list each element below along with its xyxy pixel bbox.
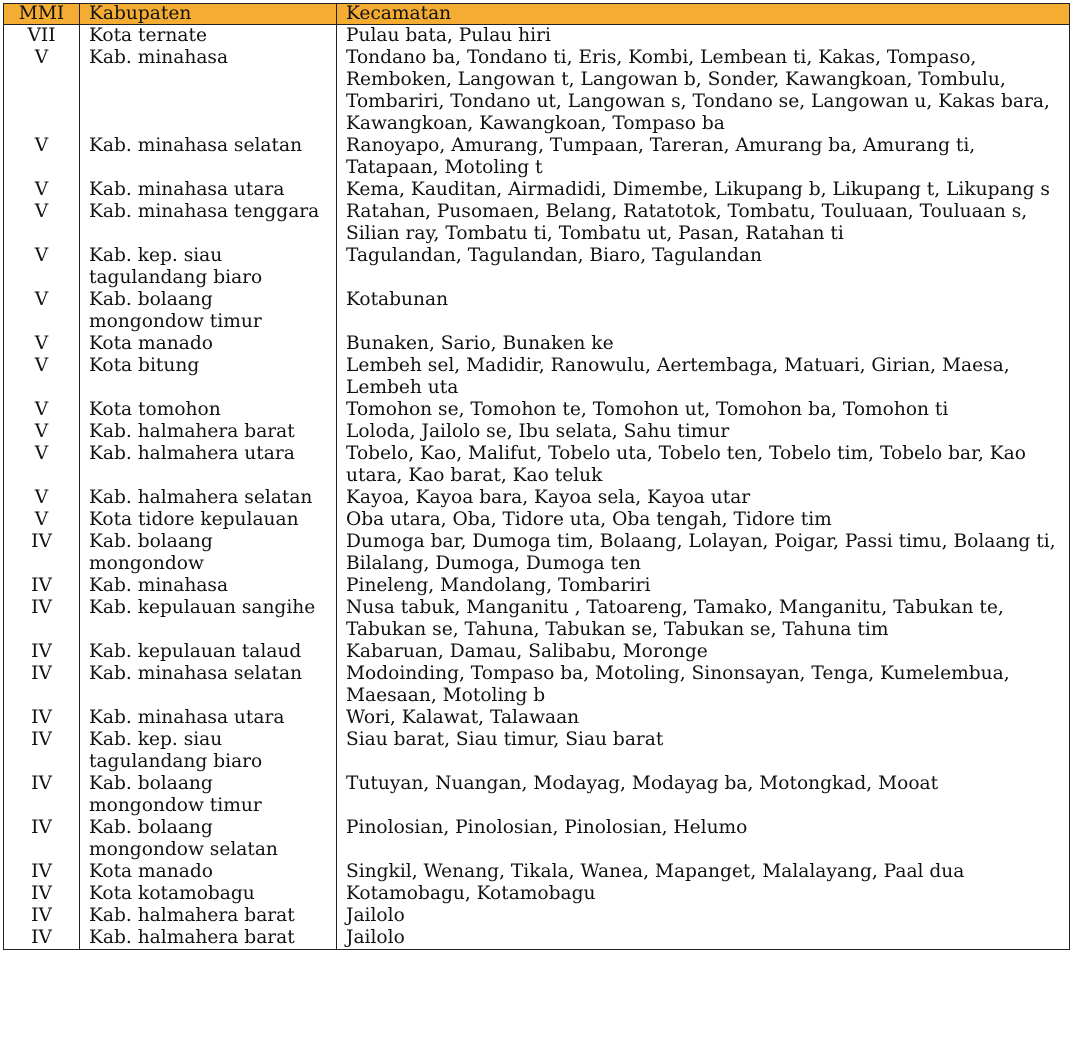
table-row bbox=[4, 663, 1070, 707]
kecamatan-cell: Tagulandan, Tagulandan, Biaro, Tagulandan bbox=[337, 245, 1070, 289]
table-row bbox=[4, 861, 1070, 883]
header-mmi: MMI bbox=[4, 4, 80, 25]
kabupaten-cell: Kota tomohon bbox=[80, 399, 337, 421]
kecamatan-cell: Kabaruan, Damau, Salibabu, Moronge bbox=[337, 641, 1070, 663]
table-header-row bbox=[4, 4, 1070, 25]
table-row bbox=[4, 883, 1070, 905]
table-row bbox=[4, 25, 1070, 48]
kabupaten-cell: Kab. minahasa bbox=[80, 47, 337, 135]
table-row bbox=[4, 597, 1070, 641]
kabupaten-cell: Kab. kepulauan talaud bbox=[80, 641, 337, 663]
kabupaten-cell: Kab. kep. siau tagulandang biaro bbox=[80, 729, 337, 773]
kecamatan-cell: Jailolo bbox=[337, 927, 1070, 950]
mmi-cell: V bbox=[4, 443, 80, 487]
kecamatan-cell: Oba utara, Oba, Tidore uta, Oba tengah, Tidore tim bbox=[337, 509, 1070, 531]
kabupaten-cell: Kab. kepulauan sangihe bbox=[80, 597, 337, 641]
table-row bbox=[4, 641, 1070, 663]
mmi-cell: V bbox=[4, 399, 80, 421]
kabupaten-cell: Kab. bolaang mongondow bbox=[80, 531, 337, 575]
header-kabupaten: Kabupaten bbox=[80, 4, 337, 25]
kecamatan-cell: Loloda, Jailolo se, Ibu selata, Sahu timur bbox=[337, 421, 1070, 443]
table-row bbox=[4, 47, 1070, 135]
kecamatan-cell: Ratahan, Pusomaen, Belang, Ratatotok, Tombatu, Touluaan, Touluaan s, Silian ray, Tombatu ti, Tombatu ut, Pasan, Ratahan ti bbox=[337, 201, 1070, 245]
kabupaten-cell: Kab. bolaang mongondow timur bbox=[80, 289, 337, 333]
kecamatan-cell: Kotabunan bbox=[337, 289, 1070, 333]
mmi-cell: IV bbox=[4, 663, 80, 707]
table-row bbox=[4, 135, 1070, 179]
mmi-cell: V bbox=[4, 289, 80, 333]
table-row bbox=[4, 443, 1070, 487]
kecamatan-cell: Wori, Kalawat, Talawaan bbox=[337, 707, 1070, 729]
kecamatan-cell: Singkil, Wenang, Tikala, Wanea, Mapanget, Malalayang, Paal dua bbox=[337, 861, 1070, 883]
kabupaten-cell: Kota bitung bbox=[80, 355, 337, 399]
mmi-cell: V bbox=[4, 355, 80, 399]
kecamatan-cell: Bunaken, Sario, Bunaken ke bbox=[337, 333, 1070, 355]
kabupaten-cell: Kab. halmahera utara bbox=[80, 443, 337, 487]
kecamatan-cell: Pinolosian, Pinolosian, Pinolosian, Helumo bbox=[337, 817, 1070, 861]
mmi-cell: V bbox=[4, 47, 80, 135]
table-row bbox=[4, 421, 1070, 443]
table-row bbox=[4, 927, 1070, 950]
kabupaten-cell: Kota tidore kepulauan bbox=[80, 509, 337, 531]
kecamatan-cell: Pineleng, Mandolang, Tombariri bbox=[337, 575, 1070, 597]
mmi-cell: IV bbox=[4, 575, 80, 597]
table-row bbox=[4, 245, 1070, 289]
kabupaten-cell: Kota kotamobagu bbox=[80, 883, 337, 905]
table-row bbox=[4, 817, 1070, 861]
kabupaten-cell: Kab. bolaang mongondow timur bbox=[80, 773, 337, 817]
table-row bbox=[4, 201, 1070, 245]
kecamatan-cell: Kotamobagu, Kotamobagu bbox=[337, 883, 1070, 905]
kabupaten-cell: Kab. halmahera barat bbox=[80, 927, 337, 950]
kabupaten-cell: Kab. minahasa selatan bbox=[80, 663, 337, 707]
header-kecamatan: Kecamatan bbox=[337, 4, 1070, 25]
mmi-cell: V bbox=[4, 509, 80, 531]
table-row bbox=[4, 905, 1070, 927]
mmi-cell: IV bbox=[4, 531, 80, 575]
kecamatan-cell: Tutuyan, Nuangan, Modayag, Modayag ba, Motongkad, Mooat bbox=[337, 773, 1070, 817]
table-row bbox=[4, 333, 1070, 355]
table-row bbox=[4, 531, 1070, 575]
kabupaten-cell: Kab. minahasa selatan bbox=[80, 135, 337, 179]
kecamatan-cell: Kayoa, Kayoa bara, Kayoa sela, Kayoa utar bbox=[337, 487, 1070, 509]
table-row bbox=[4, 399, 1070, 421]
kabupaten-cell: Kota ternate bbox=[80, 25, 337, 48]
kabupaten-cell: Kab. minahasa bbox=[80, 575, 337, 597]
kecamatan-cell: Pulau bata, Pulau hiri bbox=[337, 25, 1070, 48]
mmi-cell: V bbox=[4, 179, 80, 201]
kecamatan-cell: Tobelo, Kao, Malifut, Tobelo uta, Tobelo ten, Tobelo tim, Tobelo bar, Kao utara, Kao barat, Kao teluk bbox=[337, 443, 1070, 487]
mmi-cell: IV bbox=[4, 773, 80, 817]
table-row bbox=[4, 729, 1070, 773]
mmi-cell: V bbox=[4, 487, 80, 509]
kecamatan-cell: Lembeh sel, Madidir, Ranowulu, Aertembaga, Matuari, Girian, Maesa, Lembeh uta bbox=[337, 355, 1070, 399]
mmi-cell: V bbox=[4, 421, 80, 443]
kabupaten-cell: Kab. halmahera barat bbox=[80, 905, 337, 927]
mmi-cell: IV bbox=[4, 641, 80, 663]
table-row bbox=[4, 179, 1070, 201]
kabupaten-cell: Kab. kep. siau tagulandang biaro bbox=[80, 245, 337, 289]
mmi-cell: IV bbox=[4, 729, 80, 773]
mmi-cell: IV bbox=[4, 883, 80, 905]
kabupaten-cell: Kab. minahasa utara bbox=[80, 179, 337, 201]
kecamatan-cell: Kema, Kauditan, Airmadidi, Dimembe, Likupang b, Likupang t, Likupang s bbox=[337, 179, 1070, 201]
mmi-cell: IV bbox=[4, 597, 80, 641]
kecamatan-cell: Siau barat, Siau timur, Siau barat bbox=[337, 729, 1070, 773]
kecamatan-cell: Tomohon se, Tomohon te, Tomohon ut, Tomohon ba, Tomohon ti bbox=[337, 399, 1070, 421]
mmi-cell: V bbox=[4, 333, 80, 355]
kabupaten-cell: Kota manado bbox=[80, 333, 337, 355]
kabupaten-cell: Kab. bolaang mongondow selatan bbox=[80, 817, 337, 861]
mmi-cell: V bbox=[4, 135, 80, 179]
kecamatan-cell: Jailolo bbox=[337, 905, 1070, 927]
mmi-cell: VII bbox=[4, 25, 80, 48]
kecamatan-cell: Dumoga bar, Dumoga tim, Bolaang, Lolayan, Poigar, Passi timu, Bolaang ti, Bilalang, Dumoga, Dumoga ten bbox=[337, 531, 1070, 575]
mmi-cell: IV bbox=[4, 707, 80, 729]
kabupaten-cell: Kab. minahasa utara bbox=[80, 707, 337, 729]
table-row bbox=[4, 289, 1070, 333]
mmi-cell: V bbox=[4, 201, 80, 245]
table-row bbox=[4, 487, 1070, 509]
table-row bbox=[4, 773, 1070, 817]
kabupaten-cell: Kab. halmahera barat bbox=[80, 421, 337, 443]
kecamatan-cell: Nusa tabuk, Manganitu , Tatoareng, Tamako, Manganitu, Tabukan te, Tabukan se, Tahuna, Tabukan se, Tabukan se, Tahuna tim bbox=[337, 597, 1070, 641]
kabupaten-cell: Kab. halmahera selatan bbox=[80, 487, 337, 509]
table-row bbox=[4, 575, 1070, 597]
mmi-cell: IV bbox=[4, 861, 80, 883]
kecamatan-cell: Tondano ba, Tondano ti, Eris, Kombi, Lembean ti, Kakas, Tompaso, Remboken, Langowan t, Langowan b, Sonder, Kawangkoan, Tombulu, Tombariri, Tondano ut, Langowan s, Tondano se, Langowan u, Kakas bara, Kawangkoan, Kawangkoan, Tompaso ba bbox=[337, 47, 1070, 135]
mmi-cell: IV bbox=[4, 817, 80, 861]
kecamatan-cell: Modoinding, Tompaso ba, Motoling, Sinonsayan, Tenga, Kumelembua, Maesaan, Motoling b bbox=[337, 663, 1070, 707]
table-row bbox=[4, 707, 1070, 729]
kecamatan-cell: Ranoyapo, Amurang, Tumpaan, Tareran, Amurang ba, Amurang ti, Tatapaan, Motoling t bbox=[337, 135, 1070, 179]
mmi-table bbox=[3, 3, 1070, 950]
kabupaten-cell: Kota manado bbox=[80, 861, 337, 883]
table-row bbox=[4, 509, 1070, 531]
mmi-cell: V bbox=[4, 245, 80, 289]
mmi-cell: IV bbox=[4, 927, 80, 950]
kabupaten-cell: Kab. minahasa tenggara bbox=[80, 201, 337, 245]
table-row bbox=[4, 355, 1070, 399]
mmi-cell: IV bbox=[4, 905, 80, 927]
